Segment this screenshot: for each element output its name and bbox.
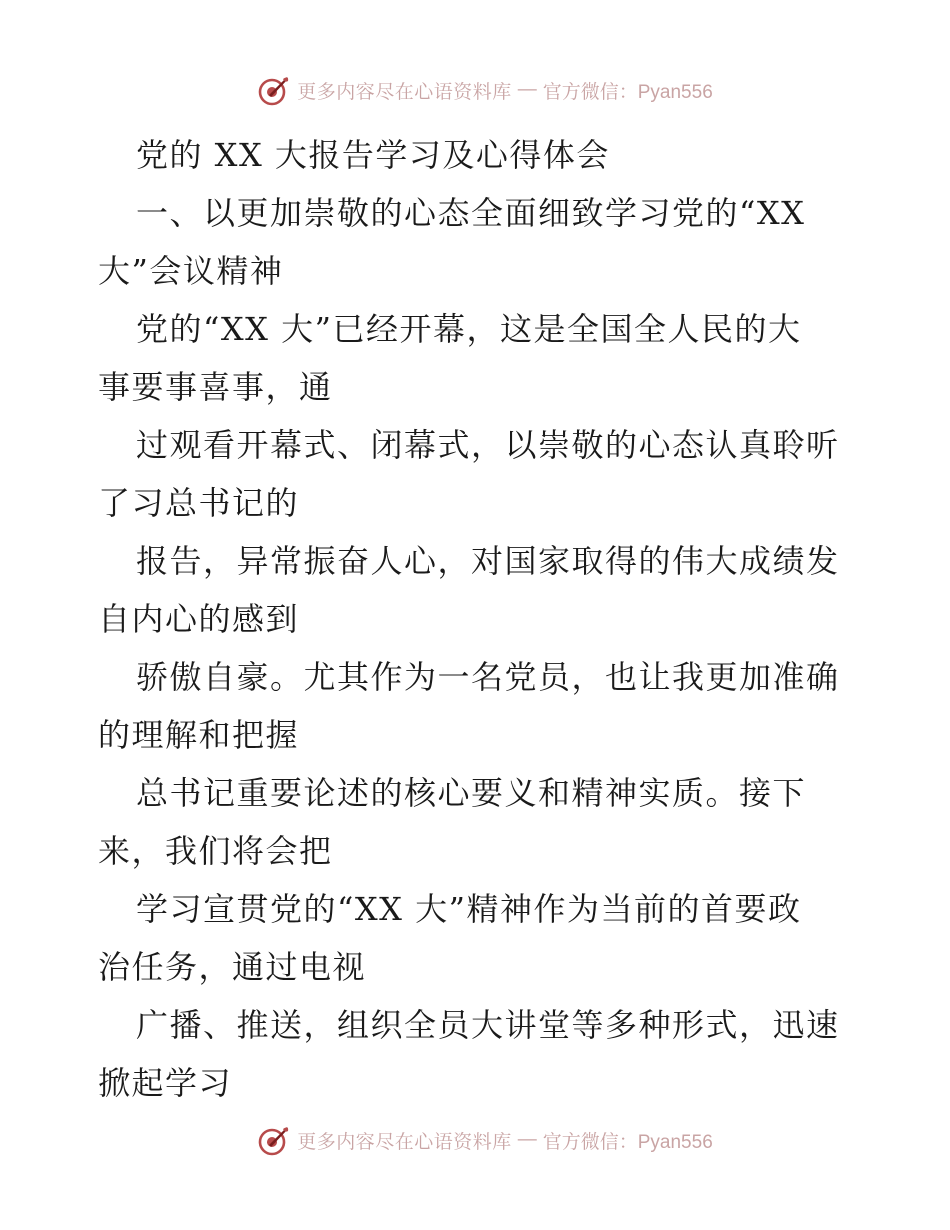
- paragraph-line: 一、以更加崇敬的心态全面细致学习党的“XX: [136, 194, 806, 232]
- paragraph-line: 掀起学习: [98, 1064, 233, 1102]
- header-watermark-content: [257, 73, 713, 107]
- paragraph-line: 骄傲自豪。尤其作为一名党员，也让我更加准确: [136, 658, 840, 696]
- paragraph-line: 学习宣贯党的“XX 大”精神作为当前的首要政: [136, 890, 802, 928]
- footer-watermark: [0, 1122, 950, 1158]
- paragraph-line: 过观看开幕式、闭幕式，以崇敬的心态认真聆听: [136, 426, 840, 464]
- paragraph-line: 报告，异常振奋人心，对国家取得的伟大成绩发: [136, 542, 840, 580]
- document-body: [98, 126, 858, 1112]
- paragraph-line: 来，我们将会把: [98, 832, 333, 870]
- paragraph-line: 治任务，通过电视: [98, 948, 367, 986]
- footer-watermark-content: [257, 1123, 713, 1157]
- paragraph-line: 了习总书记的: [98, 484, 300, 522]
- paragraph-line: 总书记重要论述的核心要义和精神实质。接下: [136, 774, 807, 812]
- quill-pen-logo-icon: [257, 73, 291, 107]
- header-brand-text: 更多内容尽在心语资料库: [297, 81, 512, 103]
- header-watermark: [0, 72, 950, 108]
- document-title: 党的 XX 大报告学习及心得体会: [136, 136, 610, 174]
- header-dash: —: [517, 79, 537, 100]
- paragraph-line: 党的“XX 大”已经开幕，这是全国全人民的大: [136, 310, 802, 348]
- paragraph-line: 广播、推送，组织全员大讲堂等多种形式，迅速: [136, 1006, 840, 1044]
- footer-dash: —: [517, 1129, 537, 1150]
- paragraph-line: 事要事喜事，通: [98, 368, 333, 406]
- quill-pen-logo-icon: [257, 1123, 291, 1157]
- header-wechat-text: 官方微信：Pyan556: [542, 81, 713, 103]
- paragraph-line: 自内心的感到: [98, 600, 300, 638]
- paragraph-line: 的理解和把握: [98, 716, 300, 754]
- paragraph-line: 大”会议精神: [98, 252, 284, 290]
- footer-brand-text: 更多内容尽在心语资料库: [297, 1131, 512, 1153]
- footer-wechat-text: 官方微信：Pyan556: [542, 1131, 713, 1153]
